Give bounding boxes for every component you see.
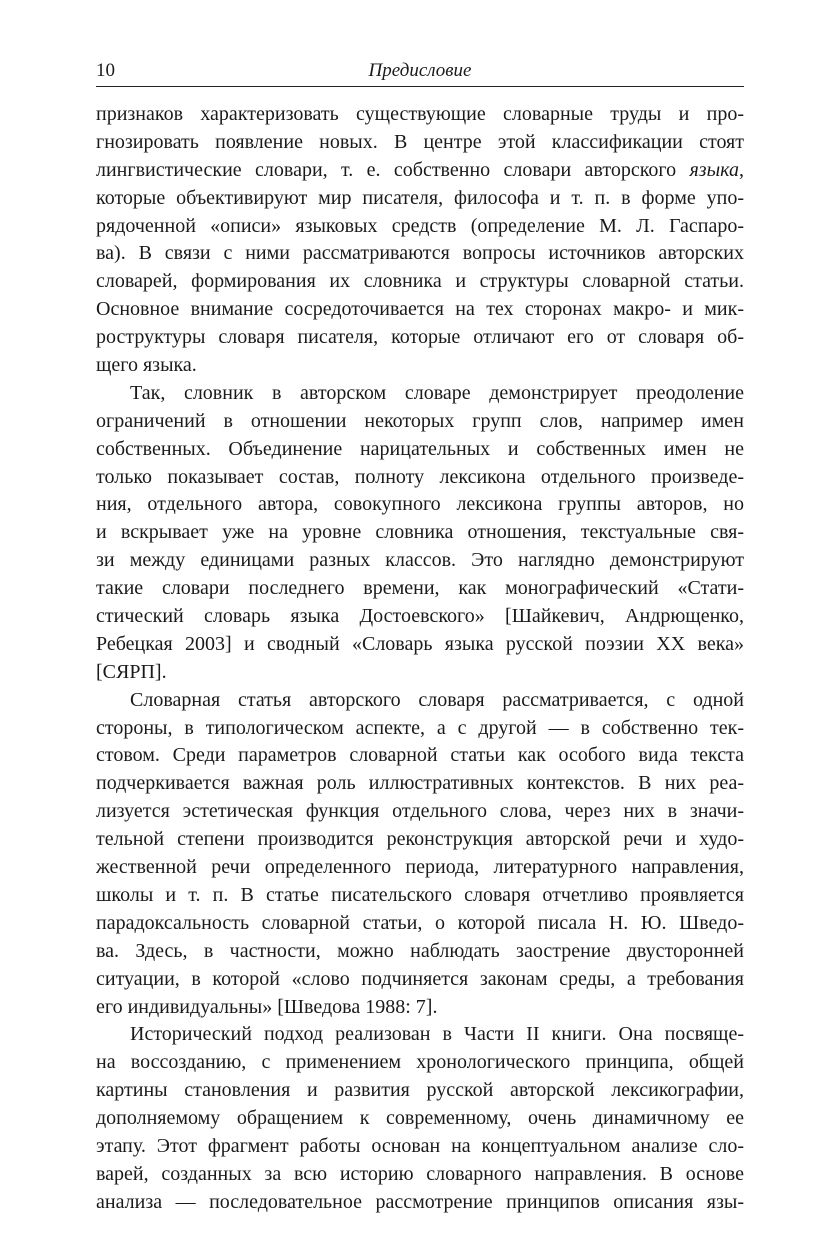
page-number: 10: [96, 60, 115, 81]
text-line: этапу. Этот фрагмент работы основан на концептуальном анализе сло-: [96, 1134, 744, 1157]
text-line: [СЯРП].: [96, 660, 167, 683]
text-line: ограничений в отношении некоторых групп слов, например имен: [96, 409, 744, 432]
text-line: Так, словник в авторском словаре демонстрирует преодоление: [130, 381, 744, 404]
text-line: стовом. Среди параметров словарной статьи как особого вида текста: [96, 744, 744, 767]
text-line: Ребецкая 2003] и сводный «Словарь языка русской поэзии XX века»: [96, 632, 744, 655]
text-fragment: лингвистические словари, т. е. собственно словари авторского: [96, 158, 677, 181]
text-line: Словарная статья авторского словаря рассматривается, с одной: [130, 688, 744, 711]
text-line: подчеркивается важная роль иллюстративных контекстов. В них реа-: [96, 772, 744, 795]
text-line: стороны, в типологическом аспекте, а с другой — в собственно тек-: [96, 716, 744, 739]
book-page: [96, 56, 744, 1217]
text-line: ва). В связи с ними рассматриваются вопросы источников авторских: [96, 242, 744, 265]
text-line: тельной степени производится реконструкция авторской речи и худо-: [96, 828, 744, 851]
text-line: Основное внимание сосредоточивается на тех сторонах макро- и мик-: [96, 298, 744, 321]
text-line: словарей, формирования их словника и структуры словарной статьи.: [96, 270, 744, 293]
body-text: [96, 101, 744, 1217]
text-line: его индивидуальны» [Шведова 1988: 7].: [96, 995, 438, 1018]
text-line: и вскрывает уже на уровне словника отношения, текстуальные свя-: [96, 521, 744, 544]
paragraph: [96, 1021, 744, 1216]
text-line: парадоксальность словарной статьи, о которой писала Н. Ю. Шведо-: [96, 911, 744, 934]
paragraph: [96, 687, 744, 1022]
running-head: [96, 56, 744, 87]
running-head-title: Предисловие: [368, 60, 472, 81]
text-line: роструктуры словаря писателя, которые отличают его от словаря об-: [96, 326, 744, 349]
text-line: стический словарь языка Достоевского» [Шайкевич, Андрющенко,: [96, 605, 744, 628]
text-line: рядоченной «описи» языковых средств (определение М. Л. Гаспаро-: [96, 214, 744, 237]
text-line: варей, созданных за всю историю словарного направления. В основе: [96, 1162, 744, 1185]
paragraph: [96, 101, 744, 380]
text-line: зи между единицами разных классов. Это наглядно демонстрируют: [96, 549, 744, 572]
text-line: анализа — последовательное рассмотрение принципов описания язы-: [96, 1190, 744, 1213]
text-line: щего языка.: [96, 354, 197, 377]
italic-term: языка: [689, 158, 740, 181]
text-line: Исторический подход реализован в Части II книги. Она посвяще-: [130, 1023, 744, 1046]
text-line: ситуации, в которой «слово подчиняется законам среды, а требования: [96, 967, 744, 990]
text-line: лизуется эстетическая функция отдельного слова, через них в значи-: [96, 800, 744, 823]
text-line: собственных. Объединение нарицательных и собственных имен не: [96, 437, 744, 460]
text-line: дополняемому обращением к современному, очень динамичному ее: [96, 1107, 744, 1130]
text-line: школы и т. п. В статье писательского словаря отчетливо проявляется: [96, 883, 744, 906]
text-line: только показывает состав, полноту лексикона отдельного произведе-: [96, 465, 744, 488]
text-fragment: ,: [739, 158, 744, 181]
text-line: такие словари последнего времени, как монографический «Стати-: [96, 577, 744, 600]
text-line: которые объективируют мир писателя, философа и т. п. в форме упо-: [96, 186, 744, 209]
paragraph: [96, 380, 744, 687]
text-line: [96, 157, 744, 185]
text-line: картины становления и развития русской авторской лексикографии,: [96, 1079, 744, 1102]
text-line: гнозировать появление новых. В центре этой классификации стоят: [96, 130, 744, 153]
text-line: на воссозданию, с применением хронологического принципа, общей: [96, 1051, 744, 1074]
text-line: ва. Здесь, в частности, можно наблюдать заострение двусторонней: [96, 939, 744, 962]
text-line: ния, отдельного автора, совокупного лексикона группы авторов, но: [96, 493, 744, 516]
text-line: признаков характеризовать существующие словарные труды и про-: [96, 103, 744, 125]
text-line: жественной речи определенного периода, литературного направления,: [96, 856, 744, 879]
